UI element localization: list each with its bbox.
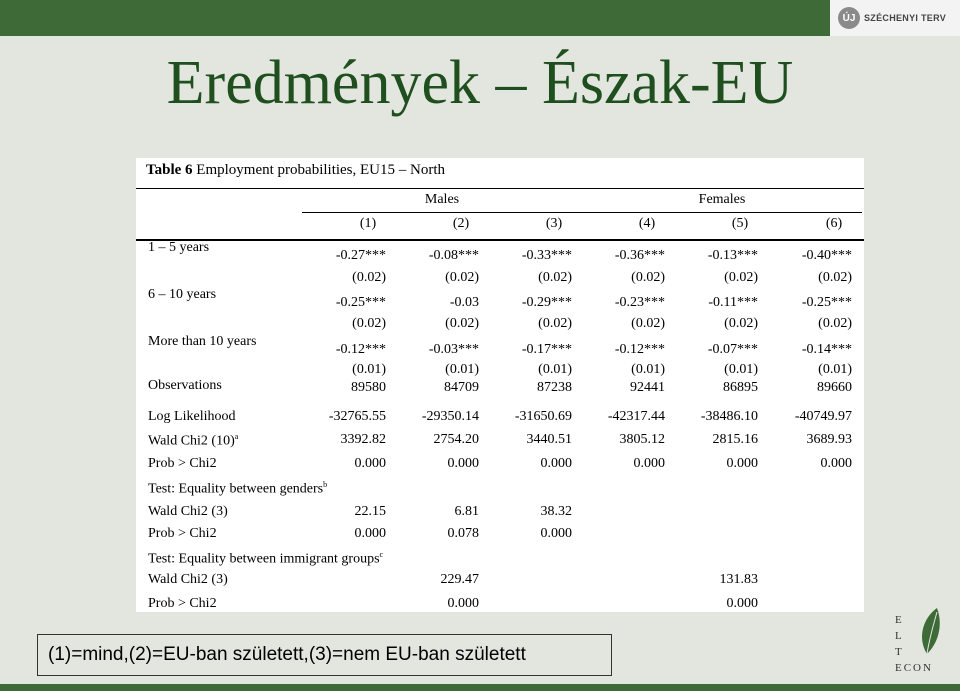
table-cell: 3805.12	[619, 432, 665, 447]
row-label	[148, 334, 256, 350]
table-cell: (0.02)	[538, 316, 572, 331]
table-cell: 89580	[351, 380, 386, 395]
table-cell: (0.01)	[724, 362, 758, 377]
footnote-marker: a	[234, 432, 239, 441]
econ-text: ECON	[895, 662, 933, 674]
row-label	[148, 456, 217, 472]
table-cell: (0.02)	[445, 270, 479, 285]
table-cell: 0.000	[726, 596, 758, 611]
table-cell: 131.83	[719, 572, 758, 587]
table-cell: (0.01)	[445, 362, 479, 377]
column-header: (5)	[731, 216, 749, 231]
table-cell: (0.02)	[352, 270, 386, 285]
table-cell: 3440.51	[526, 432, 572, 447]
table-cell: 84709	[444, 380, 479, 395]
females-group-rule	[582, 212, 862, 213]
table-cell: -0.23***	[614, 295, 665, 310]
table-cell: -0.08***	[428, 248, 479, 263]
table-cell: -0.27***	[335, 248, 386, 263]
footnote-marker: c	[379, 550, 384, 559]
row-label-text: Observations	[148, 378, 222, 393]
table-cell: -40749.97	[794, 409, 852, 424]
table-cell: -0.33***	[521, 248, 572, 263]
table-caption-label: Table 6	[146, 162, 193, 178]
table-cell: 2754.20	[433, 432, 479, 447]
table-cell: -31650.69	[514, 409, 572, 424]
row-label	[148, 378, 222, 394]
table-cell: 0.000	[354, 456, 386, 471]
row-label	[148, 550, 383, 568]
table-cell: 6.81	[454, 504, 479, 519]
column-header: (4)	[638, 216, 656, 231]
table-cell: -0.14***	[801, 342, 852, 357]
table-cell: (0.01)	[818, 362, 852, 377]
row-label-text: Prob > Chi2	[148, 596, 217, 611]
table-cell: 0.000	[354, 526, 386, 541]
table-cell: -42317.44	[607, 409, 665, 424]
brand-icon: ÚJ	[838, 7, 860, 29]
table-cell: -0.40***	[801, 248, 852, 263]
table-cell: -0.25***	[335, 295, 386, 310]
table-cell: 0.000	[726, 456, 758, 471]
table-cell: 38.32	[540, 504, 572, 519]
elte-econ-logo	[893, 604, 953, 684]
table-cell: (0.02)	[352, 316, 386, 331]
table-cell: (0.02)	[724, 316, 758, 331]
table-cell: -32765.55	[328, 409, 386, 424]
elte-letter: T	[895, 646, 902, 658]
elte-letter: L	[895, 630, 902, 642]
table-cell: -0.11***	[708, 295, 758, 310]
table-cell: -0.12***	[614, 342, 665, 357]
slide-title: Eredmények – Észak-EU	[166, 49, 794, 117]
table-cell: -0.13***	[707, 248, 758, 263]
table-cell: -38486.10	[700, 409, 758, 424]
column-header: (2)	[452, 216, 470, 231]
table-cell: (0.02)	[724, 270, 758, 285]
males-group-rule	[302, 212, 582, 213]
table-cell: 0.000	[633, 456, 665, 471]
row-label-text: 1 – 5 years	[148, 240, 210, 255]
row-label-text: Test: Equality between immigrant groups	[148, 551, 380, 567]
table-cell: 22.15	[354, 504, 386, 519]
table-cell: (0.02)	[818, 270, 852, 285]
footnote-marker: b	[323, 480, 328, 489]
table-cell: 89660	[817, 380, 852, 395]
table-cell: -0.29***	[521, 295, 572, 310]
row-label-text: Wald Chi2 (3)	[148, 504, 228, 519]
table-cell: (0.02)	[631, 270, 665, 285]
bottom-bar	[0, 684, 960, 691]
szechenyi-terv-logo	[830, 0, 960, 36]
table-cell: -0.03	[449, 295, 479, 310]
table-cell: 0.000	[540, 456, 572, 471]
table-cell: (0.02)	[818, 316, 852, 331]
row-label	[148, 504, 228, 520]
table-cell: 0.000	[447, 456, 479, 471]
table-top-rule	[136, 188, 864, 189]
top-bar	[0, 0, 960, 36]
row-label-text: Wald Chi2 (10)	[148, 433, 235, 449]
table-cell: 3392.82	[340, 432, 386, 447]
elte-letters	[895, 612, 902, 660]
table-caption	[146, 162, 445, 179]
table-cell: 86895	[723, 380, 758, 395]
table-cell: -0.25***	[801, 295, 852, 310]
table-cell: -0.36***	[614, 248, 665, 263]
table-cell: -0.03***	[428, 342, 479, 357]
row-label	[148, 287, 216, 303]
row-label-text: Wald Chi2 (3)	[148, 572, 228, 587]
row-label-text: 6 – 10 years	[148, 287, 217, 302]
group-header: Males	[424, 192, 460, 207]
row-label	[148, 572, 228, 588]
table-cell: -0.12***	[335, 342, 386, 357]
column-header: (6)	[825, 216, 843, 231]
row-label	[148, 480, 327, 498]
column-header: (3)	[545, 216, 563, 231]
row-label-text: Prob > Chi2	[148, 456, 217, 471]
elte-letter: E	[895, 614, 902, 626]
table-cell: -0.07***	[707, 342, 758, 357]
footnote-box: (1)=mind,(2)=EU-ban született,(3)=nem EU-ban született	[37, 634, 612, 676]
table-caption-text: Employment probabilities, EU15 – North	[196, 162, 446, 178]
table-header-rule	[136, 239, 864, 241]
table-cell: 0.078	[447, 526, 479, 541]
table-cell: (0.02)	[538, 270, 572, 285]
row-label-text: Prob > Chi2	[148, 526, 217, 541]
row-label	[148, 526, 217, 542]
row-label	[148, 596, 217, 612]
table-cell: 87238	[537, 380, 572, 395]
table-cell: 0.000	[447, 596, 479, 611]
table-cell: (0.01)	[352, 362, 386, 377]
table-cell: 229.47	[440, 572, 479, 587]
row-label	[148, 432, 238, 450]
table-cell: 2815.16	[712, 432, 758, 447]
row-label	[148, 240, 209, 256]
table-cell: 0.000	[540, 526, 572, 541]
table-cell: 92441	[630, 380, 665, 395]
table-cell: -29350.14	[421, 409, 479, 424]
table-cell: 3689.93	[806, 432, 852, 447]
row-label	[148, 409, 236, 425]
table-cell: 0.000	[820, 456, 852, 471]
brand-name: SZÉCHENYI TERV	[864, 13, 947, 23]
column-header: (1)	[359, 216, 377, 231]
group-header: Females	[698, 192, 746, 207]
table-cell: (0.02)	[445, 316, 479, 331]
table-cell: (0.01)	[631, 362, 665, 377]
table-cell: (0.02)	[631, 316, 665, 331]
row-label-text: Test: Equality between genders	[148, 481, 324, 497]
results-table	[136, 158, 864, 612]
table-cell: -0.17***	[521, 342, 572, 357]
table-cell: (0.01)	[538, 362, 572, 377]
row-label-text: More than 10 years	[148, 334, 257, 349]
row-label-text: Log Likelihood	[148, 409, 236, 424]
